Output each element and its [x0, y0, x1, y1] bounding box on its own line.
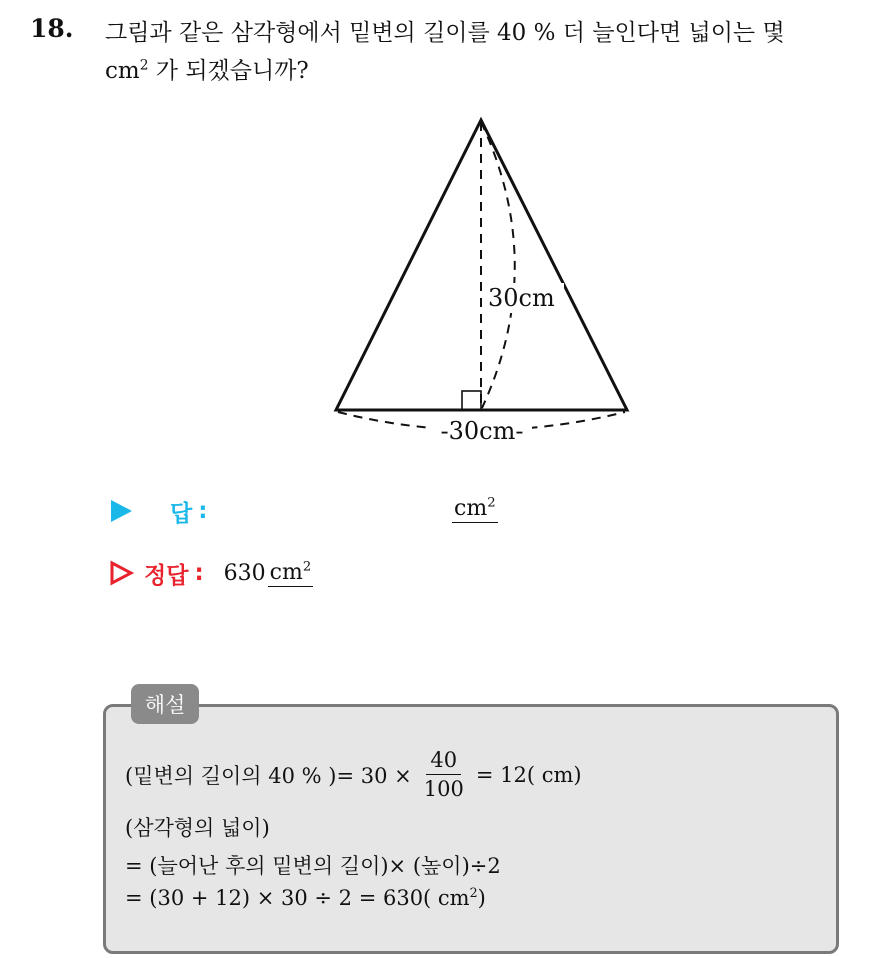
play-filled-icon — [108, 498, 134, 524]
question-text-line1: 그림과 같은 삼각형에서 밑변의 길이를 40 % 더 늘인다면 넓이는 몇 — [105, 20, 785, 46]
explanation-line1 — [125, 748, 582, 801]
correct-answer-colon: : — [194, 560, 204, 586]
question-unit-exponent: 2 — [139, 57, 149, 74]
answer-row — [108, 494, 207, 528]
answer-unit-exponent: 2 — [487, 495, 496, 511]
correct-answer-value: 630 — [223, 560, 266, 586]
answer-blank-unit[interactable] — [452, 496, 498, 523]
correct-answer-label: 정답 — [144, 562, 189, 589]
correct-answer-unit-group — [268, 560, 314, 587]
correct-answer-row — [108, 556, 313, 590]
explanation-line1-right: = 12( cm) — [475, 762, 582, 787]
answer-label: 답 — [170, 500, 193, 527]
question-number: 18. — [30, 14, 74, 43]
explanation-line4-exponent: 2 — [469, 885, 478, 900]
fraction-denominator: 100 — [423, 777, 464, 801]
explanation-line2: (삼각형의 넓이) — [125, 816, 270, 840]
explanation-line1-left: (밑변의 길이의 40 % )= 30 × — [125, 763, 412, 788]
explanation-line4-right: ) — [477, 886, 486, 910]
explanation-line4 — [125, 886, 486, 910]
explanation-tag: 해설 — [131, 684, 199, 724]
correct-answer-unit: cm — [269, 559, 303, 585]
explanation-fraction — [420, 748, 468, 801]
correct-answer-unit-exponent: 2 — [302, 559, 312, 575]
right-angle-mark — [462, 391, 481, 410]
play-outline-icon — [108, 560, 134, 586]
height-label: 30cm — [488, 284, 555, 312]
question-unit: cm — [105, 58, 140, 84]
question-text-rest: 가 되겠습니까? — [148, 58, 309, 84]
height-dimension-arc — [481, 122, 515, 408]
answer-unit: cm — [454, 496, 488, 521]
answer-colon: : — [198, 498, 208, 524]
base-label: -30cm- — [440, 417, 524, 445]
explanation-line4-left: = (30 + 12) × 30 ÷ 2 = 630( cm — [125, 886, 470, 910]
fraction-numerator: 40 — [426, 748, 461, 775]
triangle-figure — [0, 0, 884, 460]
explanation-line3: = (늘어난 후의 밑변의 길이)× (높이)÷2 — [125, 854, 501, 878]
